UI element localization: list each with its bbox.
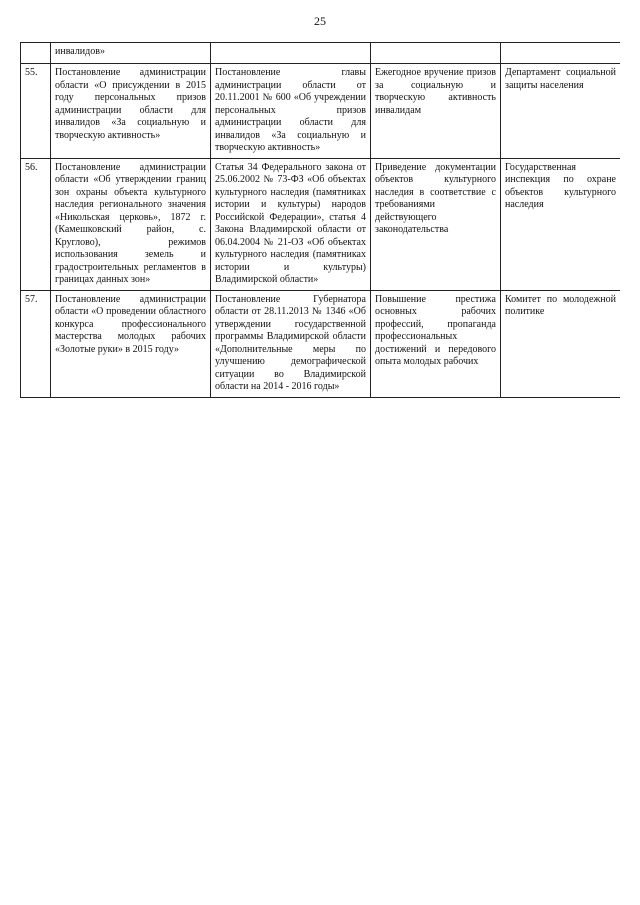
- legal-basis: Постановление Губернатора области от 28.11.2013 № 1346 «Об утверждении государственной программы Владимирской области «Дополнительные меры по улучшению демографической ситуации во Владимирской области на 2014 - 2016 годы»: [211, 290, 371, 397]
- purpose: Повышение престижа основных рабочих профессий, пропаганда профессиональных достижений и передового опыта молодых рабочих: [371, 290, 501, 397]
- continuation-purpose-cell: [371, 43, 501, 64]
- legal-basis: Статья 34 Федерального закона от 25.06.2002 № 73-ФЗ «Об объектах культурного наследия (памятниках истории и культуры) народов Российской Федерации», статья 4 Закона Владимирской области от 06.04.2004 № 21-ОЗ «Об объектах культурного наследия (памятниках истории и культуры) Владимирской области»: [211, 158, 371, 290]
- purpose: Ежегодное вручение призов за социальную и творческую активность инвалидам: [371, 64, 501, 159]
- page-number: 25: [314, 14, 326, 28]
- document-sheet: [20, 42, 620, 888]
- table-row: [21, 158, 621, 290]
- row-number: 56.: [21, 158, 51, 290]
- act-title: Постановление администрации области «О проведении областного конкурса профессионального мастерства молодых рабочих «Золотые руки» в 2015 году»: [51, 290, 211, 397]
- responsible-department: Государственная инспекция по охране объектов культурного наследия: [501, 158, 621, 290]
- continuation-num-cell: [21, 43, 51, 64]
- row-number: 55.: [21, 64, 51, 159]
- continuation-cell: инвалидов»: [51, 43, 211, 64]
- responsible-department: Департамент социальной защиты населения: [501, 64, 621, 159]
- plan-table: [20, 42, 620, 398]
- table-row: [21, 290, 621, 397]
- continuation-basis-cell: [211, 43, 371, 64]
- responsible-department: Комитет по молодежной политике: [501, 290, 621, 397]
- row-number: 57.: [21, 290, 51, 397]
- purpose: Приведение документации объектов культурного наследия в соответствие с требованиями действующего законодательства: [371, 158, 501, 290]
- act-title: Постановление администрации области «Об утверждении границ зон охраны объекта культурного наследия регионального значения «Никольская церковь», 1872 г. (Камешковский район, с. Круглово), режимов использования земель и градостроительных регламентов в границах данных зон»: [51, 158, 211, 290]
- table-row: [21, 64, 621, 159]
- continuation-row: [21, 43, 621, 64]
- act-title: Постановление администрации области «О присуждении в 2015 году персональных призов администрации области для инвалидов «За социальную и творческую активность»: [51, 64, 211, 159]
- legal-basis: Постановление главы администрации области от 20.11.2001 № 600 «Об учреждении персональных призов администрации области для инвалидов «За социальную и творческую активность»: [211, 64, 371, 159]
- continuation-dept-cell: [501, 43, 621, 64]
